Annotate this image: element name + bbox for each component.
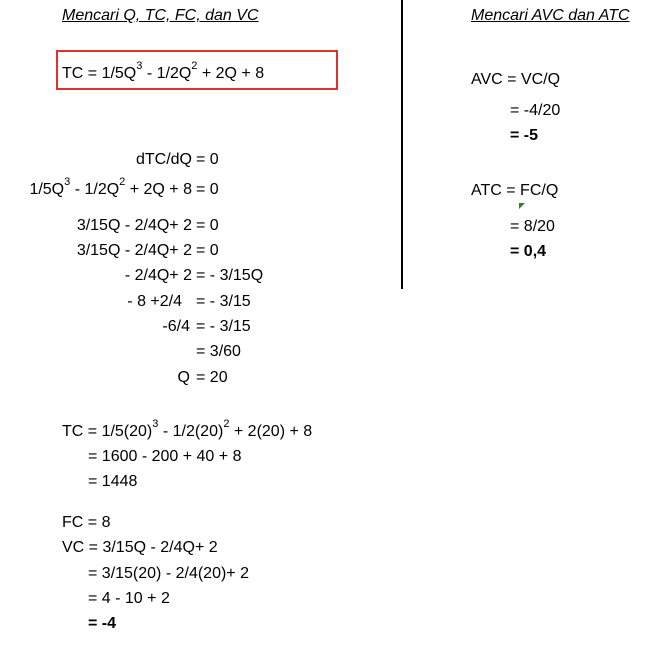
derive-rhs-5: = - 3/15Q	[196, 267, 264, 284]
derive-rhs-6: = - 3/15	[196, 293, 251, 310]
derive-rhs-3: = 0	[196, 217, 219, 234]
derive-rhs-8: = 3/60	[196, 343, 241, 360]
derive-lhs-3: 3/15Q - 2/4Q+ 2	[76, 217, 192, 234]
avc-line-2: = -4/20	[510, 102, 561, 119]
derive-rhs-2: = 0	[196, 181, 219, 198]
tc-calc-line-3: = 1448	[88, 473, 138, 490]
vc-line-3: = 4 - 10 + 2	[88, 590, 170, 607]
derive-rhs-9: = 20	[196, 369, 228, 386]
vc-result: = -4	[88, 615, 117, 632]
cell-comment-marker	[519, 203, 525, 209]
vc-line-1: VC = 3/15Q - 2/4Q+ 2	[62, 539, 218, 556]
right-header: Mencari AVC dan ATC	[471, 7, 630, 24]
left-header: Mencari Q, TC, FC, dan VC	[62, 7, 259, 24]
vc-line-2: = 3/15(20) - 2/4(20)+ 2	[88, 565, 249, 582]
derive-rhs-7: = - 3/15	[196, 318, 251, 335]
derive-lhs-9: Q	[177, 369, 190, 386]
avc-result: = -5	[510, 127, 539, 144]
derive-lhs-4: 3/15Q - 2/4Q+ 2	[76, 242, 192, 259]
derive-rhs-1: = 0	[196, 151, 219, 168]
derive-lhs-1: dTC/dQ	[135, 151, 192, 168]
tc-calc-line-2: = 1600 - 200 + 40 + 8	[88, 448, 242, 465]
atc-line-1: ATC = FC/Q	[471, 182, 559, 199]
column-divider	[401, 0, 403, 289]
atc-line-2: = 8/20	[510, 218, 555, 235]
tc-calc-line-1: TC = $1/5(20)^3 - 1/2(20)^2 + 2(20) + 8$	[62, 418, 313, 440]
avc-line-1: AVC = VC/Q	[471, 71, 561, 88]
derive-lhs-2: $1/5Q^3 - 1/2Q^2 + 2Q + 8$	[29, 176, 192, 198]
derive-lhs-6: - 8 +2/4	[127, 293, 182, 310]
derive-lhs-5: - 2/4Q+ 2	[124, 267, 192, 284]
derive-lhs-7: -6/4	[162, 318, 190, 335]
fc-line: FC = 8	[62, 514, 111, 531]
atc-result: = 0,4	[510, 243, 547, 260]
derive-rhs-4: = 0	[196, 242, 219, 259]
tc-formula: TC = $1/5Q^3 - 1/2Q^2 + 2Q + 8$	[62, 60, 265, 82]
